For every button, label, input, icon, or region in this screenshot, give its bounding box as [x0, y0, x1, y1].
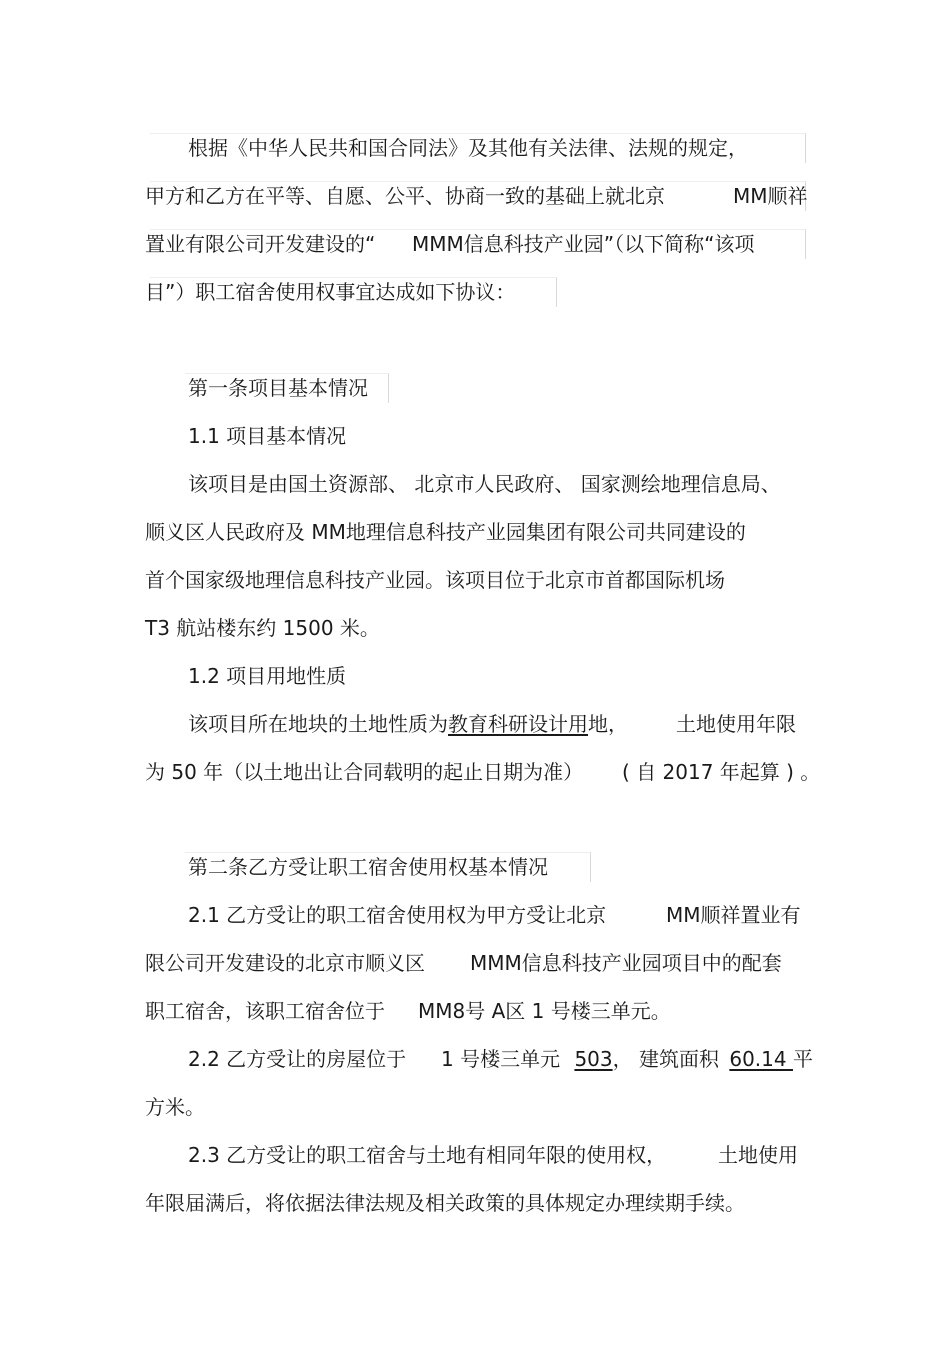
preamble-line-2a: 甲方和乙方在平等、自愿、公平、协商一致的基础上就北京 [145, 184, 665, 208]
section-1-2-line-1-tail: 土地使用年限 [676, 712, 796, 736]
section-2-3-line-1b: 土地使用 [718, 1143, 798, 1167]
section-2-1-line-2a: 限公司开发建设的北京市顺义区 [145, 951, 425, 975]
section-2-2-line-1a: 2.2 乙方受让的房屋位于 [188, 1047, 407, 1071]
section-1-1-heading: 1.1 项目基本情况 [188, 424, 347, 448]
section-1-1-line-2: 顺义区人民政府及 MM地理信息科技产业园集团有限公司共同建设的 [145, 520, 746, 544]
building-unit: 1 号楼三单元 [441, 1047, 561, 1071]
section-1-2-heading: 1.2 项目用地性质 [188, 664, 347, 688]
article-2-title: 第二条乙方受让职工宿舍使用权基本情况 [188, 855, 548, 879]
section-2-1-line-2b: MMM信息科技产业园项目中的配套 [470, 951, 782, 975]
preamble-line-3b: MMM信息科技产业园”（以下简称“该项 [412, 232, 755, 256]
area-label: ， 建筑面积 [612, 1047, 719, 1071]
preamble-line-4: 目”）职工宿舍使用权事宜达成如下协议： [145, 280, 516, 304]
section-2-1-line-1a: 2.1 乙方受让的职工宿舍使用权为甲方受让北京 [188, 903, 607, 927]
section-1-2-line-2a: 为 50 年（以土地出让合同载明的起止日期为准） [145, 760, 584, 784]
section-2-3-line-1a: 2.3 乙方受让的职工宿舍与土地有相同年限的使用权， [188, 1143, 667, 1167]
section-2-2-line-2: 方米。 [145, 1095, 205, 1119]
area-unit-start: 平 [792, 1047, 813, 1071]
section-1-2-line-2b: ( 自 2017 年起算 ) 。 [622, 760, 821, 784]
section-2-1-line-3b: MM8号 A区 1 号楼三单元。 [418, 999, 671, 1023]
section-2-1-line-1b: MM顺祥置业有 [666, 903, 801, 927]
area-value: 60.14 [729, 1047, 793, 1071]
preamble-line-2b: MM顺祥 [733, 184, 808, 208]
section-1-2-line-1 [188, 710, 628, 738]
section-1-1-line-1: 该项目是由国土资源部、 北京市人民政府、 国家测绘地理信息局、 [188, 472, 781, 496]
preamble-line-1: 根据《中华人民共和国合同法》及其他有关法律、法规的规定， [188, 136, 748, 160]
section-2-1-line-3a: 职工宿舍，该职工宿舍位于 [145, 999, 385, 1023]
preamble-line-3a: 置业有限公司开发建设的“ [145, 232, 376, 256]
room-number: 503 [574, 1047, 613, 1071]
section-1-1-line-3: 首个国家级地理信息科技产业园。该项目位于北京市首都国际机场 [145, 568, 725, 592]
land-nature-prefix: 该项目所在地块的土地性质为 [188, 712, 448, 736]
land-nature-value: 教育科研设计用 [448, 712, 588, 736]
land-nature-suffix: 地， [588, 712, 628, 736]
section-2-2-line-1b [441, 1045, 813, 1073]
section-1-1-line-4: T3 航站楼东约 1500 米。 [145, 616, 380, 640]
article-1-title: 第一条项目基本情况 [188, 376, 368, 400]
section-2-3-line-2: 年限届满后，将依据法律法规及相关政策的具体规定办理续期手续。 [145, 1191, 745, 1215]
